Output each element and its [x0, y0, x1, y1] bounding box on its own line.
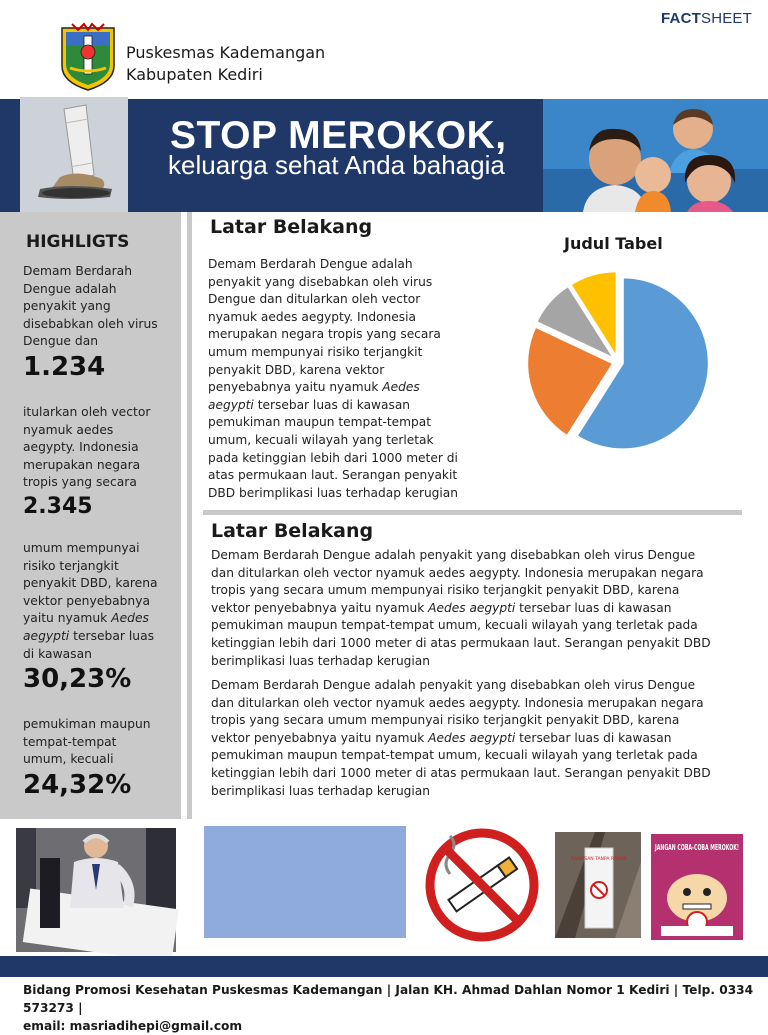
s1-line	[208, 397, 498, 415]
section-1-title: Latar Belakang	[210, 216, 373, 238]
s2p1-line: Demam Berdarah Dengue adalah penyakit yang disebabkan oleh virus Dengue	[211, 548, 696, 562]
hl3-line: di kawasan	[23, 646, 92, 661]
s2p1-plain: vektor penyebabnya yaitu nyamuk	[211, 600, 429, 615]
hl2-line: nyamuk aedes	[23, 422, 114, 437]
pie-chart	[494, 262, 734, 462]
s1-line: penyakit DBD, karena vektor	[208, 362, 385, 377]
organization-name	[126, 42, 325, 86]
hl3-line	[23, 610, 173, 628]
hl3-plain: tersebar luas	[69, 628, 155, 643]
hl4-line: pemukiman maupun	[23, 717, 151, 731]
footer-contact	[23, 981, 768, 1035]
hl3-line	[23, 628, 173, 646]
s2p1-line: tropis yang secara umum mempunyai risiko terjangkit penyakit DBD, karena	[211, 583, 680, 598]
s1-line	[208, 379, 498, 397]
s1-italic: Aedes	[382, 380, 420, 395]
s2p1-line	[211, 600, 751, 618]
s1-line: pada ketinggian lebih dari 1000 meter di	[208, 450, 458, 465]
factsheet-rest: SHEET	[700, 10, 752, 27]
hl1-line: Dengue dan	[23, 334, 99, 349]
hl1-line: Demam Berdarah	[23, 264, 133, 278]
s2p2-line	[211, 730, 751, 748]
s1-line: pemukiman maupun tempat-tempat	[208, 415, 431, 430]
section-2-paragraph-1	[211, 547, 751, 670]
hl4-line: tempat-tempat	[23, 734, 117, 749]
hl3-line: penyakit DBD, karena	[23, 576, 158, 591]
s1-plain: penyebabnya yaitu nyamuk	[208, 380, 383, 395]
s1-line: DBD berimplikasi luas terhadap kerugian	[208, 485, 458, 500]
hl2-line: aegypty. Indonesia	[23, 440, 139, 455]
highlight-number-3: 30,23%	[23, 664, 132, 694]
hl1-line: disebabkan oleh virus	[23, 316, 158, 331]
s1-line: penyakit yang disebabkan oleh virus	[208, 274, 433, 289]
section-divider	[203, 510, 742, 515]
footer-bar	[0, 956, 768, 977]
footer-line-1: Bidang Promosi Kesehatan Puskesmas Kademangan | Jalan KH. Ahmad Dahlan Nomor 1 Kediri | Telp. 0334 573273 |	[23, 983, 754, 1015]
no-smoking-area-sign-photo	[555, 832, 641, 938]
s2p2-line: Demam Berdarah Dengue adalah penyakit yang disebabkan oleh virus Dengue	[211, 678, 696, 692]
hl3-plain: yaitu nyamuk	[23, 611, 112, 626]
signing-ceremony-photo	[16, 828, 176, 952]
s2p2-line: berimplikasi luas terhadap kerugian	[211, 783, 430, 798]
s1-line: Dengue dan ditularkan oleh vector	[208, 292, 421, 307]
section-2-title: Latar Belakang	[211, 520, 374, 542]
s2p1-line: berimplikasi luas terhadap kerugian	[211, 653, 430, 668]
banner-subtitle: keluarga sehat Anda bahagia	[168, 150, 505, 180]
highlight-number-1: 1.234	[23, 352, 106, 382]
s1-line: atas permukaan laut. Serangan penyakit	[208, 468, 458, 483]
s1-line: merupakan negara tropis yang secara	[208, 327, 441, 342]
hl3-line: vektor penyebabnya	[23, 593, 151, 608]
factsheet-bold: FACT	[661, 10, 701, 27]
s1-italic: aegypti	[208, 397, 254, 412]
sidebar-rule	[187, 212, 192, 819]
hl2-line: tropis yang secara	[23, 475, 137, 490]
organization-line-2: Kabupaten Kediri	[126, 65, 263, 84]
s2p1-line: pemukiman maupun tempat-tempat umum, kecuali wilayah yang terletak pada	[211, 618, 698, 633]
hl3-line: umum mempunyai	[23, 541, 140, 555]
highlight-number-4: 24,32%	[23, 770, 132, 800]
s2p2-italic: Aedes aegypti	[428, 730, 516, 745]
section-2-paragraph-2	[211, 677, 751, 800]
kediri-coat-of-arms-logo	[58, 22, 118, 92]
s1-line: nyamuk aedes aegypty. Indonesia	[208, 309, 416, 324]
cigarette-photo	[20, 97, 128, 214]
anti-smoking-poster	[651, 834, 743, 940]
s1-line: Demam Berdarah Dengue adalah	[208, 257, 413, 271]
highlight-number-2: 2.345	[23, 494, 93, 519]
highlights-title: HIGHLIGTS	[26, 232, 130, 252]
s2p2-end: tersebar luas di kawasan	[515, 730, 672, 745]
hl1-line: penyakit yang	[23, 299, 111, 314]
s2p2-line: ketinggian lebih dari 1000 meter di atas permukaan laut. Serangan penyakit DBD	[211, 765, 711, 780]
organization-line-1: Puskesmas Kademangan	[126, 43, 326, 62]
chart-title: Judul Tabel	[564, 234, 663, 253]
footer-email[interactable]: email: masriadihepi@gmail.com	[23, 1019, 243, 1033]
s2p2-line: dan ditularkan oleh vector nyamuk aedes aegypty. Indonesia merupakan negara	[211, 695, 704, 710]
s2p1-end: tersebar luas di kawasan	[515, 600, 672, 615]
hl3-line: risiko terjangkit	[23, 558, 119, 573]
highlight-text-1	[23, 263, 173, 351]
s2p2-line: pemukiman maupun tempat-tempat umum, kecuali wilayah yang terletak pada	[211, 748, 698, 763]
s1-plain: tersebar luas di kawasan	[253, 397, 411, 412]
hl1-line: Dengue adalah	[23, 281, 117, 296]
highlight-text-4	[23, 716, 173, 769]
hl3-italic: aegypti	[23, 628, 70, 643]
factsheet-label	[661, 10, 752, 27]
banner-title: STOP MEROKOK,	[170, 114, 507, 157]
placeholder-blue-box	[204, 826, 406, 938]
hl4-line: umum, kecuali	[23, 752, 114, 767]
hl3-italic: Aedes	[111, 611, 149, 626]
s2p1-line: dan ditularkan oleh vector nyamuk aedes aegypty. Indonesia merupakan negara	[211, 565, 704, 580]
s2p1-line: ketinggian lebih dari 1000 meter di atas permukaan laut. Serangan penyakit DBD	[211, 635, 711, 650]
s2p2-line: tropis yang secara umum mempunyai risiko terjangkit penyakit DBD, karena	[211, 713, 680, 728]
hl2-line: itularkan oleh vector	[23, 405, 151, 419]
highlight-text-2	[23, 404, 173, 492]
s1-line: umum mempunyai risiko terjangkit	[208, 344, 423, 359]
hl2-line: merupakan negara	[23, 457, 141, 472]
s1-line: umum, kecuali wilayah yang terletak	[208, 432, 434, 447]
poster-text: JANGAN COBA-COBA MEROKOK!	[654, 843, 739, 852]
escalator-sign-text: KAWASAN TANPA ROKOK	[571, 857, 627, 862]
family-photo	[543, 99, 768, 212]
s2p2-plain: vektor penyebabnya yaitu nyamuk	[211, 730, 429, 745]
no-smoking-icon	[420, 828, 544, 942]
s2p1-italic: Aedes aegypti	[428, 600, 516, 615]
section-1-text	[208, 256, 498, 502]
highlight-text-3	[23, 540, 173, 663]
